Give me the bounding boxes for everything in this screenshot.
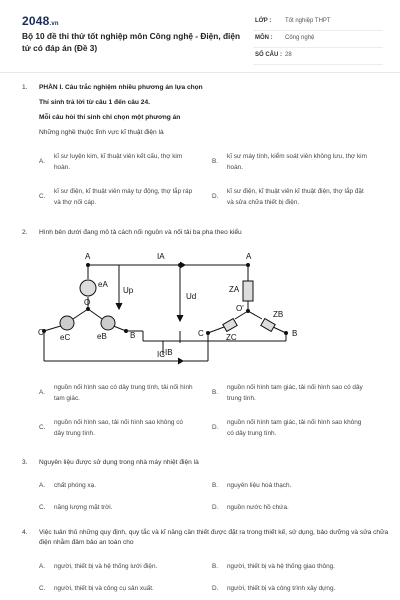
question-number: 3. (22, 459, 28, 466)
svg-text:IB: IB (165, 348, 173, 357)
source-coil-a (80, 280, 96, 296)
svg-text:IA: IA (157, 252, 165, 261)
section-title: PHẦN I. Câu trắc nghiệm nhiều phương án lựa chọn (39, 84, 203, 91)
source-coil-c (60, 316, 74, 330)
page-header (0, 0, 400, 72)
load-za (243, 281, 253, 301)
svg-text:eA: eA (98, 280, 108, 289)
svg-text:Ud: Ud (186, 292, 197, 301)
three-phase-circuit-diagram (0, 243, 400, 373)
svg-text:IC: IC (157, 350, 165, 359)
svg-text:O': O' (236, 304, 244, 313)
svg-text:ZC: ZC (226, 333, 237, 342)
load-zb (261, 319, 275, 332)
meta-count-row: SỐ CÂU : 28 (253, 48, 383, 65)
svg-text:O: O (84, 298, 91, 307)
svg-text:B: B (292, 329, 298, 338)
meta-class-row: LỚP : Tốt nghiệp THPT (253, 14, 383, 31)
svg-text:Up: Up (123, 286, 134, 295)
question-number: 1. (22, 84, 28, 91)
svg-text:eC: eC (60, 333, 71, 342)
question-text: Việc tuân thủ những quy định, quy tắc và kĩ năng cần thiết được đặt ra trong thiết kế, sử dụng, bảo dưỡng và sửa chữa điện nhằm đảm bảo an toàn cho (39, 529, 389, 546)
question-text: Nguyên liệu được sử dụng trong nhà máy nhiệt điện là (39, 459, 199, 466)
svg-text:ZA: ZA (229, 285, 240, 294)
svg-text:C: C (198, 329, 204, 338)
svg-text:C: C (38, 328, 44, 337)
document-title: Bộ 10 đề thi thử tốt nghiệp môn Công nghệ - Điện, điện tử có đáp án (Đề 3) (22, 31, 241, 53)
document-meta (253, 14, 383, 65)
meta-subject-row: MÔN : Công nghệ (253, 31, 383, 48)
svg-text:A: A (246, 252, 252, 261)
svg-text:B: B (130, 331, 136, 340)
svg-text:A: A (85, 252, 91, 261)
load-zc (223, 319, 237, 332)
svg-text:eB: eB (97, 332, 107, 341)
question-text: Những nghề thuộc lĩnh vực kĩ thuật điện là (39, 129, 164, 136)
instruction-2: Mỗi câu hỏi thí sinh chỉ chọn một phương án (39, 114, 181, 121)
question-number: 2. (22, 229, 28, 236)
svg-text:ZB: ZB (273, 310, 284, 319)
header-divider (0, 72, 400, 73)
instruction-1: Thí sinh trả lời từ câu 1 đến câu 24. (39, 99, 150, 106)
source-coil-b (101, 316, 115, 330)
site-logo[interactable]: 2048.vn (22, 14, 59, 28)
question-text: Hình bên dưới đang mô tả cách nối nguồn và nối tải ba pha theo kiểu (39, 229, 242, 236)
question-number: 4. (22, 529, 28, 536)
